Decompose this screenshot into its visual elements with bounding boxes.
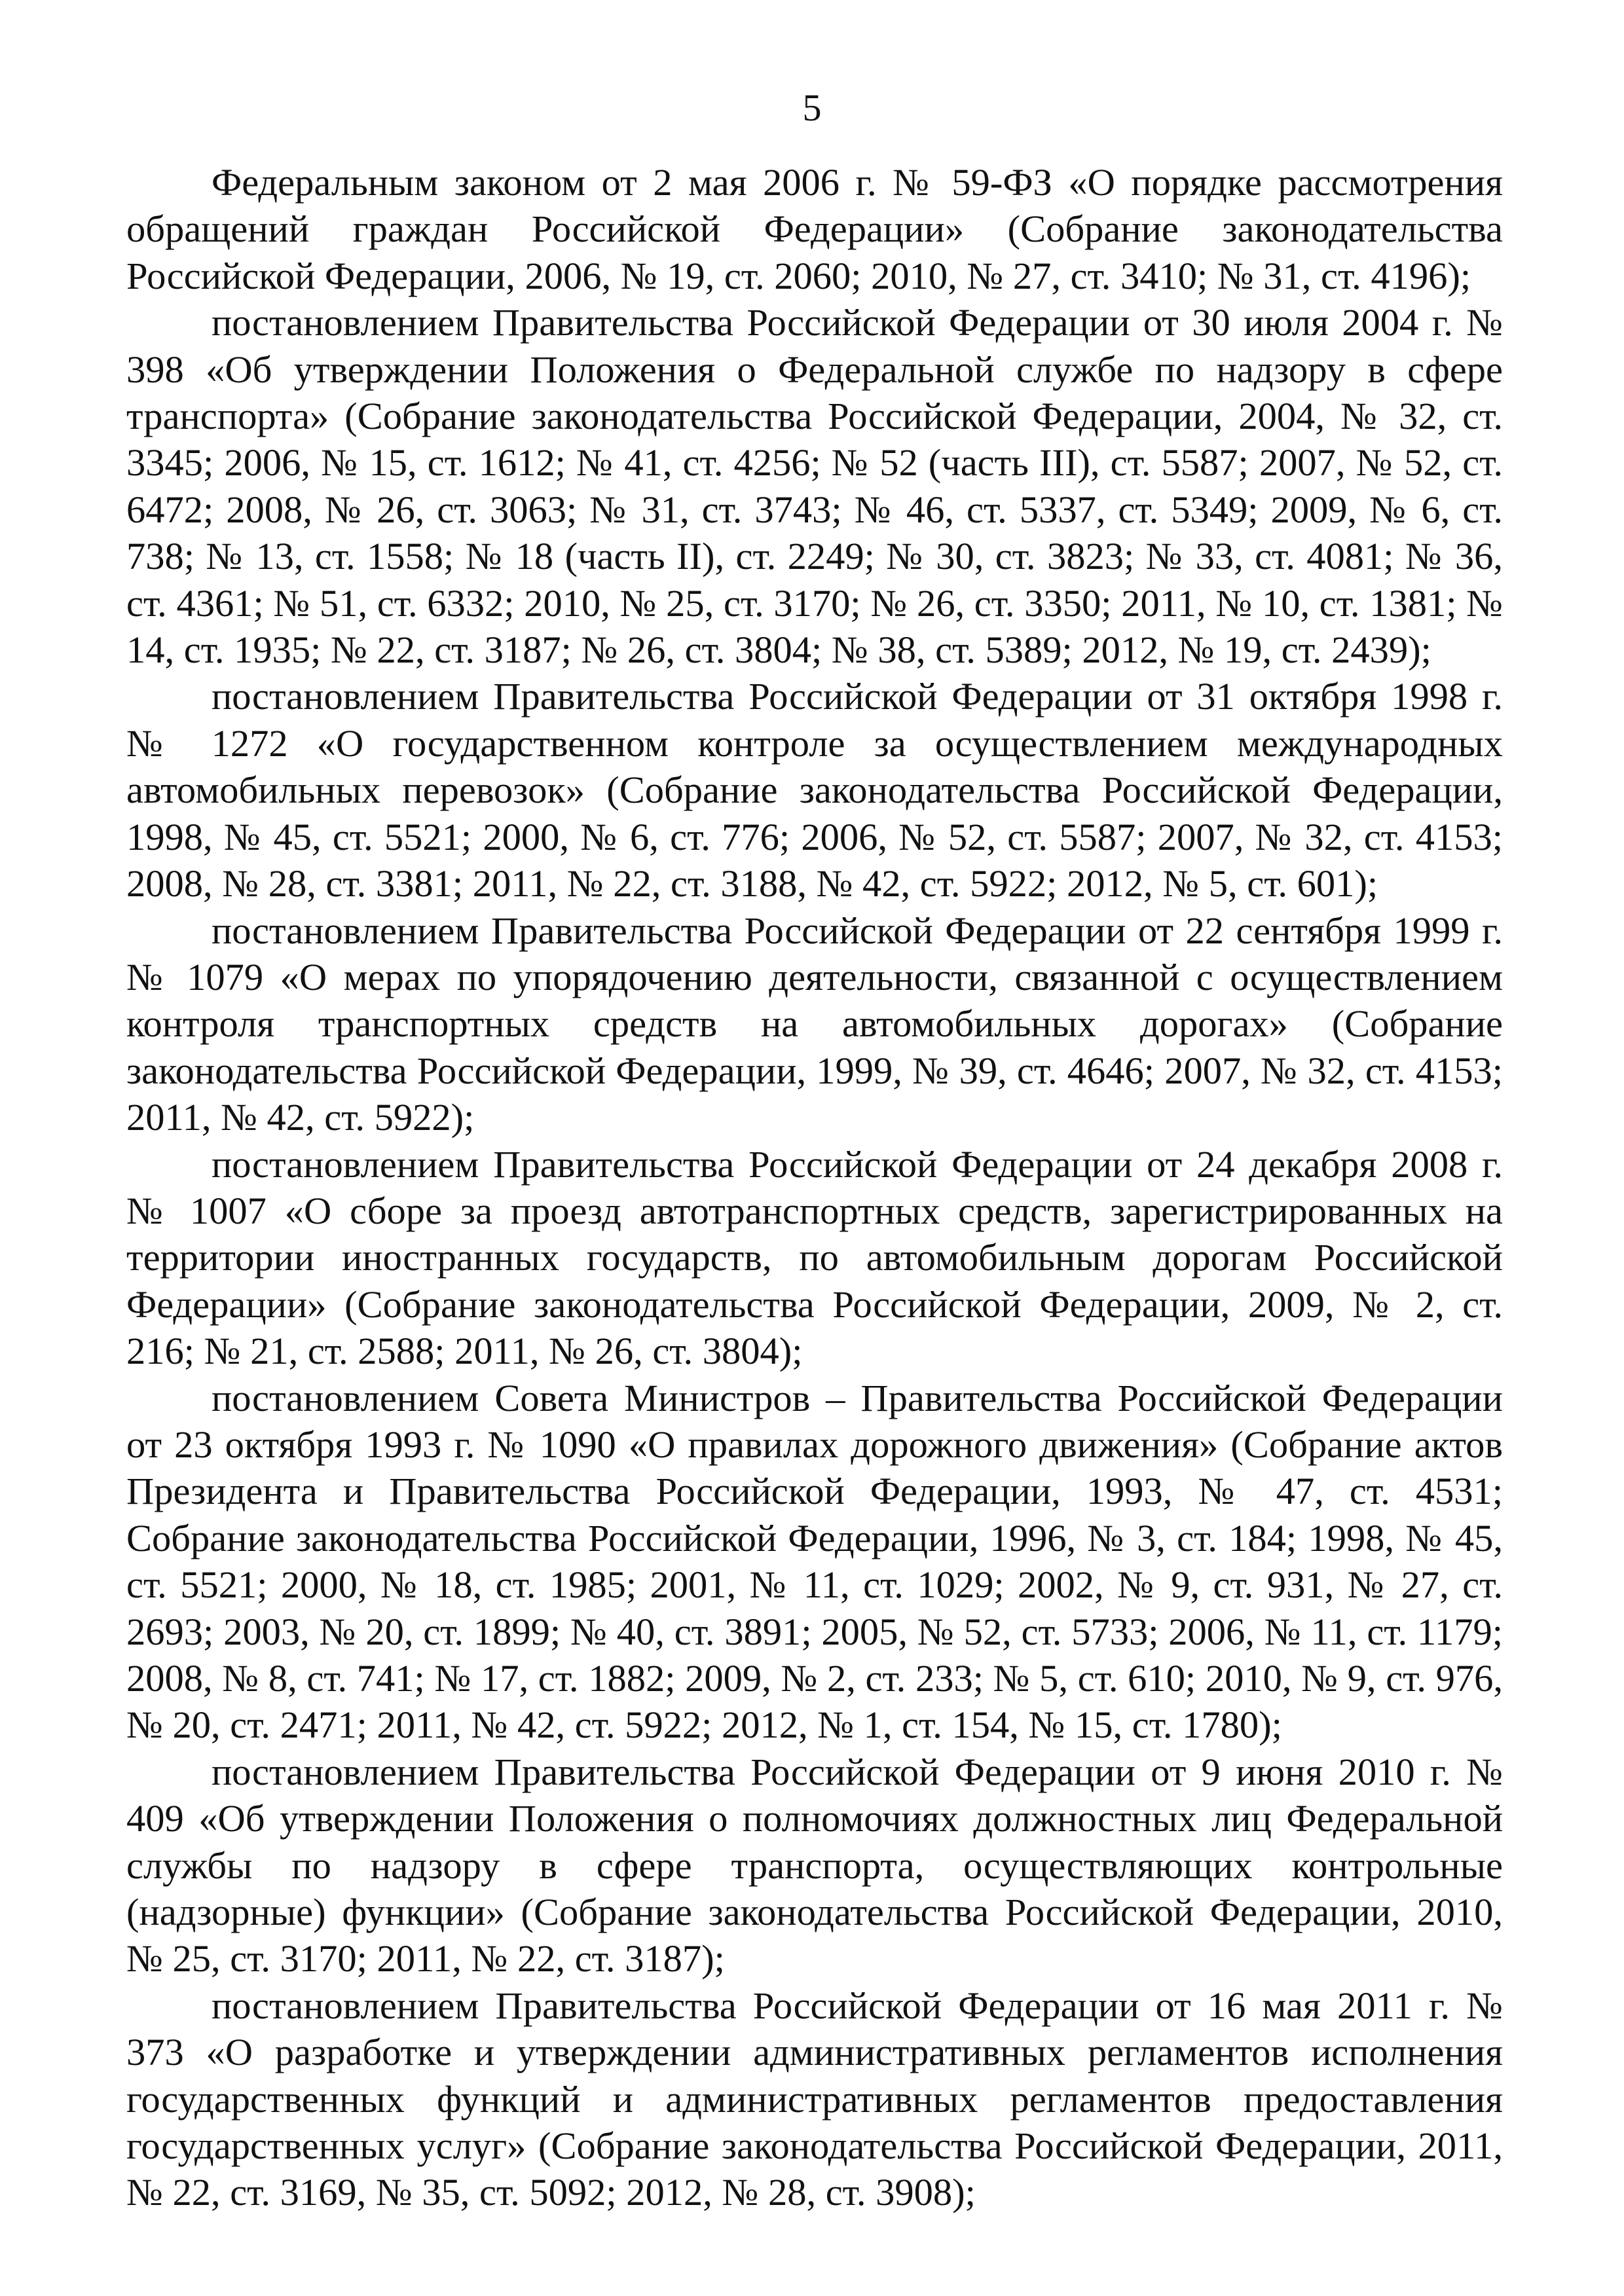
paragraph-federal-law-59: Федеральным законом от 2 мая 2006 г. № 59-ФЗ «О порядке рассмотрения обращений граждан Российской Федерации» (Собрание законодательства Российской Федерации, 2006, № 19, ст. 2060; 2010, № 27, ст. 3410; № 31, ст. 4196); xyxy=(126,161,1503,297)
paragraph-resolution-1079: постановлением Правительства Российской Федерации от 22 сентября 1999 г. № 1079 «О мерах по упорядочению деятельности, связанной с осуществлением контроля транспортных средств на автомобильных дорогах» (Собрание законодательства Российской Федерации, 1999, № 39, ст. 4646; 2007, № 32, ст. 4153; 2011, № 42, ст. 5922); xyxy=(126,909,1503,1139)
paragraph-resolution-373: постановлением Правительства Российской Федерации от 16 мая 2011 г. № 373 «О разработке и утверждении административных регламентов исполнения государственных функций и административных регламентов предоставления государственных услуг» (Собрание законодательства Российской Федерации, 2011, № 22, ст. 3169, № 35, ст. 5092; 2012, № 28, ст. 3908); xyxy=(126,1984,1503,2214)
page-number: 5 xyxy=(802,86,822,129)
paragraph-resolution-409: постановлением Правительства Российской Федерации от 9 июня 2010 г. № 409 «Об утверждении Положения о полномочиях должностных лиц Федеральной службы по надзору в сфере транспорта, осуществляющих контрольные (надзорные) функции» (Собрание законодательства Российской Федерации, 2010, № 25, ст. 3170; 2011, № 22, ст. 3187); xyxy=(126,1750,1503,1980)
paragraph-resolution-398: постановлением Правительства Российской Федерации от 30 июля 2004 г. № 398 «Об утверждении Положения о Федеральной службе по надзору в сфере транспорта» (Собрание законодательства Российской Федерации, 2004, № 32, ст. 3345; 2006, № 15, ст. 1612; № 41, ст. 4256; № 52 (часть III), ст. 5587; 2007, № 52, ст. 6472; 2008, № 26, ст. 3063; № 31, ст. 3743; № 46, ст. 5337, ст. 5349; 2009, № 6, ст. 738; № 13, ст. 1558; № 18 (часть II), ст. 2249; № 30, ст. 3823; № 33, ст. 4081; № 36, ст. 4361; № 51, ст. 6332; 2010, № 25, ст. 3170; № 26, ст. 3350; 2011, № 10, ст. 1381; № 14, ст. 1935; № 22, ст. 3187; № 26, ст. 3804; № 38, ст. 5389; 2012, № 19, ст. 2439); xyxy=(126,301,1503,672)
paragraph-resolution-1272: постановлением Правительства Российской Федерации от 31 октября 1998 г. № 1272 «О государственном контроле за осуществлением международных автомобильных перевозок» (Собрание законодательства Российской Федерации, 1998, № 45, ст. 5521; 2000, № 6, ст. 776; 2006, № 52, ст. 5587; 2007, № 32, ст. 4153; 2008, № 28, ст. 3381; 2011, № 22, ст. 3188, № 42, ст. 5922; 2012, № 5, ст. 601); xyxy=(126,675,1503,905)
document-body xyxy=(126,159,1503,2216)
paragraph-resolution-1007: постановлением Правительства Российской Федерации от 24 декабря 2008 г. № 1007 «О сборе за проезд автотранспортных средств, зарегистрированных на территории иностранных государств, по автомобильным дорогам Российской Федерации» (Собрание законодательства Российской Федерации, 2009, № 2, ст. 216; № 21, ст. 2588; 2011, № 26, ст. 3804); xyxy=(126,1142,1503,1373)
paragraph-resolution-1090: постановлением Совета Министров – Правительства Российской Федерации от 23 октября 1993 г. № 1090 «О правилах дорожного движения» (Собрание актов Президента и Правительства Российской Федерации, 1993, № 47, ст. 4531; Собрание законодательства Российской Федерации, 1996, № 3, ст. 184; 1998, № 45, ст. 5521; 2000, № 18, ст. 1985; 2001, № 11, ст. 1029; 2002, № 9, ст. 931, № 27, ст. 2693; 2003, № 20, ст. 1899; № 40, ст. 3891; 2005, № 52, ст. 5733; 2006, № 11, ст. 1179; 2008, № 8, ст. 741; № 17, ст. 1882; 2009, № 2, ст. 233; № 5, ст. 610; 2010, № 9, ст. 976, № 20, ст. 2471; 2011, № 42, ст. 5922; 2012, № 1, ст. 154, № 15, ст. 1780); xyxy=(126,1376,1503,1747)
